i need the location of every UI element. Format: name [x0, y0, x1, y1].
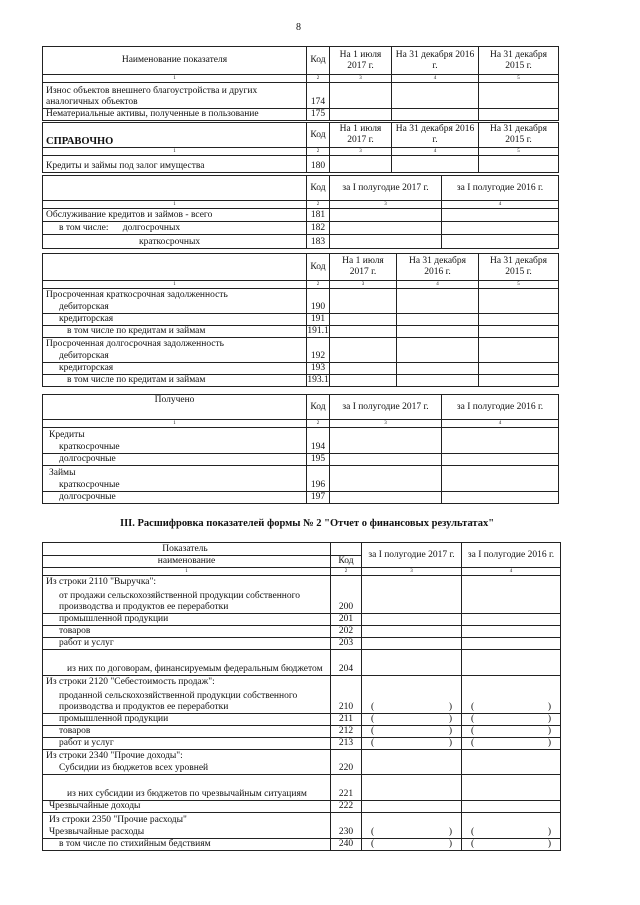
header-col-2: На 31 декабря 2016 г.: [397, 254, 479, 281]
paren-open: (: [471, 827, 475, 837]
value-cell[interactable]: [462, 588, 561, 614]
value-cell[interactable]: [330, 454, 442, 466]
row-code: 201: [331, 614, 362, 626]
value-cell[interactable]: [442, 454, 559, 466]
header-code: Код: [307, 123, 330, 148]
row-code: 193: [307, 363, 330, 375]
table-overdue-debt: [42, 253, 558, 387]
value-cell[interactable]: [330, 83, 392, 109]
paren-close: ): [448, 827, 452, 837]
row-code: 191.1: [307, 326, 329, 336]
col-index: 1: [43, 281, 307, 289]
value-cell[interactable]: [362, 588, 462, 614]
row-code: [307, 338, 330, 350]
col-index: 3: [330, 281, 397, 289]
value-cell[interactable]: [462, 750, 561, 762]
table-row: [43, 650, 561, 676]
table-row: [43, 801, 561, 813]
value-cell[interactable]: [479, 109, 559, 121]
paren-open: (: [471, 714, 475, 724]
row-label: работ и услуг: [43, 738, 331, 750]
row-label: товаров: [43, 726, 331, 738]
row-code: 213: [331, 738, 362, 750]
col-index: 2: [307, 281, 330, 289]
value-cell[interactable]: [479, 338, 559, 350]
col-index: 1: [43, 75, 307, 83]
row-code: 194: [307, 441, 330, 454]
value-cell[interactable]: [397, 301, 479, 314]
table-reference: [42, 122, 558, 173]
value-cell[interactable]: [330, 222, 442, 235]
value-cell[interactable]: [479, 363, 559, 375]
row-code: [331, 813, 362, 826]
header-code: Код: [331, 556, 362, 568]
header-col-1: за I полугодие 2017 г.: [330, 395, 442, 420]
table-loan-service: [42, 175, 558, 249]
paren-close: ): [547, 738, 551, 748]
value-cell[interactable]: [397, 338, 479, 350]
row-code: [331, 576, 362, 588]
row-label: в том числе по стихийным бедствиям: [43, 839, 331, 851]
col-index: 3: [362, 568, 462, 576]
table-row: [43, 750, 561, 762]
header-received: Получено: [43, 395, 307, 420]
row-code: [307, 289, 330, 301]
row-label: Займы: [43, 466, 307, 479]
header-name-empty: [43, 176, 307, 201]
row-label: Износ объектов внешнего благоустройства и других аналогичных объектов: [43, 83, 307, 109]
value-cell[interactable]: [479, 301, 559, 314]
value-cell[interactable]: [330, 338, 397, 350]
paren-open: (: [371, 702, 375, 712]
header-name: наименование: [43, 556, 331, 568]
paren-open: (: [371, 827, 375, 837]
header-col-1: На 1 июля 2017 г.: [330, 254, 397, 281]
row-label: в том числе: долгосрочных: [43, 222, 307, 235]
row-code: 180: [307, 156, 330, 173]
header-col-3: На 31 декабря 2015 г.: [479, 123, 559, 148]
row-code: 190: [307, 301, 330, 314]
paren-open: (: [471, 839, 475, 849]
value-cell[interactable]: [462, 650, 561, 676]
row-label: Обслуживание кредитов и займов - всего: [43, 209, 307, 222]
table-row: [43, 638, 561, 650]
row-code: 195: [307, 454, 330, 466]
value-cell[interactable]: [462, 762, 561, 775]
row-label: Нематериальные активы, полученные в пользование: [43, 109, 307, 121]
paren-close: ): [448, 738, 452, 748]
col-index: 4: [392, 75, 479, 83]
row-label: дебиторская: [43, 301, 307, 314]
row-label: промышленной продукции: [43, 614, 331, 626]
paren-open: (: [371, 738, 375, 748]
table-row: [43, 676, 561, 688]
value-cell[interactable]: [479, 289, 559, 301]
table-received: [42, 394, 558, 504]
header-name: Наименование показателя: [43, 47, 307, 75]
table-row: [43, 441, 559, 454]
table-row: [43, 466, 559, 479]
row-label: кредиторская: [43, 314, 307, 326]
paren-cell[interactable]: [462, 738, 561, 750]
value-cell[interactable]: [462, 626, 561, 638]
value-cell[interactable]: [479, 375, 559, 387]
value-cell[interactable]: [392, 109, 479, 121]
row-code: 196: [307, 479, 330, 492]
paren-cell[interactable]: [462, 726, 561, 738]
value-cell[interactable]: [330, 289, 397, 301]
row-label: долгосрочные: [43, 492, 307, 504]
row-code: [307, 428, 330, 441]
value-cell[interactable]: [330, 375, 397, 387]
header-code: Код: [307, 176, 330, 201]
value-cell[interactable]: [462, 638, 561, 650]
row-code: 220: [331, 762, 362, 775]
table-row: [43, 222, 559, 235]
row-label: Из строки 2350 "Прочие расходы": [43, 813, 331, 826]
row-label: товаров: [43, 626, 331, 638]
paren-open: (: [471, 702, 475, 712]
table-row: [43, 375, 559, 387]
row-label: Просроченная краткосрочная задолженность: [43, 289, 307, 301]
value-cell[interactable]: [442, 235, 559, 249]
value-cell[interactable]: [362, 813, 462, 826]
table-row: [43, 301, 559, 314]
header-code: Код: [307, 254, 330, 281]
header-col-2: за I полугодие 2016 г.: [442, 176, 559, 201]
row-label: в том числе по кредитам и займам: [43, 375, 307, 387]
header-col-1: На 1 июля 2017 г.: [330, 47, 392, 75]
col-index: 2: [307, 148, 330, 156]
value-cell[interactable]: [330, 326, 397, 338]
value-cell[interactable]: [397, 314, 479, 326]
row-code: 182: [307, 222, 330, 235]
col-index: 4: [392, 148, 479, 156]
paren-open: (: [471, 738, 475, 748]
value-cell[interactable]: [397, 326, 479, 338]
row-code: 174: [307, 83, 330, 109]
header-col-3: На 31 декабря 2015 г.: [479, 47, 559, 75]
value-cell[interactable]: [330, 466, 442, 479]
row-label: из них субсидии из бюджетов по чрезвычайным ситуациям: [43, 775, 331, 801]
col-index: 1: [43, 148, 307, 156]
row-code: [331, 750, 362, 762]
table-row: [43, 738, 561, 750]
paren-open: (: [471, 726, 475, 736]
header-col-2: На 31 декабря 2016 г.: [392, 47, 479, 75]
paren-open: (: [371, 714, 375, 724]
table-row: [43, 338, 559, 350]
value-cell[interactable]: [362, 576, 462, 588]
paren-close: ): [448, 714, 452, 724]
value-cell[interactable]: [397, 363, 479, 375]
value-cell[interactable]: [442, 428, 559, 441]
header-col-2: за I полугодие 2016 г.: [462, 543, 561, 568]
value-cell[interactable]: [362, 626, 462, 638]
col-index: 3: [330, 201, 442, 209]
paren-cell[interactable]: [462, 839, 561, 851]
col-index: 1: [43, 420, 307, 428]
row-label: промышленной продукции: [43, 714, 331, 726]
paren-cell[interactable]: [362, 839, 462, 851]
paren-close: ): [448, 702, 452, 712]
value-cell[interactable]: [330, 350, 397, 363]
table-row: [43, 428, 559, 441]
header-col-1: за I полугодие 2017 г.: [362, 543, 462, 568]
value-cell[interactable]: [397, 350, 479, 363]
table-row: [43, 235, 559, 249]
header-col-3: На 31 декабря 2015 г.: [479, 254, 559, 281]
header-col-2: На 31 декабря 2016 г.: [392, 123, 479, 148]
row-label: дебиторская: [43, 350, 307, 363]
paren-cell[interactable]: [362, 826, 462, 839]
value-cell[interactable]: [397, 375, 479, 387]
paren-cell[interactable]: [362, 714, 462, 726]
table-row: [43, 83, 559, 109]
paren-close: ): [448, 726, 452, 736]
paren-close: ): [547, 839, 551, 849]
row-code: [331, 676, 362, 688]
col-index: 2: [307, 75, 330, 83]
value-cell[interactable]: [462, 614, 561, 626]
paren-cell[interactable]: [362, 726, 462, 738]
value-cell[interactable]: [479, 350, 559, 363]
col-index: 3: [330, 148, 392, 156]
col-index: 4: [442, 420, 559, 428]
value-cell[interactable]: [392, 156, 479, 173]
paren-close: ): [448, 839, 452, 849]
row-label: Из строки 2340 "Прочие доходы":: [43, 750, 331, 762]
row-code: 193.1: [307, 375, 329, 385]
paren-cell[interactable]: [462, 826, 561, 839]
row-code: 204: [331, 650, 362, 676]
value-cell[interactable]: [362, 638, 462, 650]
row-label: краткосрочные: [43, 479, 307, 492]
paren-cell[interactable]: [462, 688, 561, 714]
row-label: Кредиты: [43, 428, 307, 441]
row-code: 202: [331, 626, 362, 638]
table-row: [43, 492, 559, 504]
table-row: [43, 813, 561, 826]
col-index: 5: [479, 281, 559, 289]
header-code: Код: [307, 395, 330, 420]
table-row: [43, 614, 561, 626]
col-index: 2: [307, 201, 330, 209]
table-row: [43, 479, 559, 492]
row-label: Чрезвычайные доходы: [43, 801, 331, 813]
table-row: [43, 289, 559, 301]
value-cell[interactable]: [462, 576, 561, 588]
row-code: 212: [331, 726, 362, 738]
paren-close: ): [547, 827, 551, 837]
value-cell[interactable]: [362, 614, 462, 626]
col-index: 4: [397, 281, 479, 289]
col-index: 4: [442, 201, 559, 209]
row-label: Из строки 2110 "Выручка":: [43, 576, 331, 588]
paren-open: (: [371, 726, 375, 736]
value-cell[interactable]: [392, 83, 479, 109]
row-label: проданной сельскохозяйственной продукции собственного производства и продуктов ее переработки: [43, 688, 331, 714]
row-label: краткосрочных: [43, 235, 307, 249]
row-label: из них по договорам, финансируемым федеральным бюджетом: [43, 650, 331, 676]
value-cell[interactable]: [330, 492, 442, 504]
value-cell[interactable]: [462, 676, 561, 688]
value-cell[interactable]: [362, 750, 462, 762]
paren-close: ): [547, 714, 551, 724]
row-code: 183: [307, 235, 330, 249]
row-code: 197: [307, 492, 330, 504]
col-index: 2: [307, 420, 330, 428]
value-cell[interactable]: [479, 83, 559, 109]
col-index: 5: [479, 75, 559, 83]
table-row: [43, 454, 559, 466]
row-code: 181: [307, 209, 330, 222]
section-title-reference: СПРАВОЧНО: [43, 123, 307, 148]
header-code: Код: [307, 47, 330, 75]
paren-open: (: [371, 839, 375, 849]
page-number: 8: [296, 22, 301, 33]
value-cell[interactable]: [462, 813, 561, 826]
paren-close: ): [547, 702, 551, 712]
row-code: 203: [331, 638, 362, 650]
paren-cell[interactable]: [462, 714, 561, 726]
row-label: долгосрочные: [43, 454, 307, 466]
row-label: Чрезвычайные расходы: [43, 826, 331, 839]
table-row: [43, 762, 561, 775]
header-code-empty: [331, 543, 362, 556]
header-col-1: за I полугодие 2017 г.: [330, 176, 442, 201]
value-cell[interactable]: [330, 301, 397, 314]
value-cell[interactable]: [362, 775, 462, 801]
value-cell[interactable]: [442, 466, 559, 479]
table-row: [43, 775, 561, 801]
row-code: 221: [331, 775, 362, 801]
table-row: [43, 826, 561, 839]
value-cell[interactable]: [330, 428, 442, 441]
value-cell[interactable]: [462, 801, 561, 813]
header-name-empty: [43, 254, 307, 281]
header-col-1: На 1 июля 2017 г.: [330, 123, 392, 148]
table-row: [43, 714, 561, 726]
value-cell[interactable]: [330, 156, 392, 173]
table-row: [43, 363, 559, 375]
row-code: 210: [331, 688, 362, 714]
value-cell[interactable]: [330, 209, 442, 222]
row-code: 222: [331, 801, 362, 813]
row-label: кредиторская: [43, 363, 307, 375]
table-row: [43, 688, 561, 714]
row-label: Кредиты и займы под залог имущества: [43, 156, 307, 173]
value-cell[interactable]: [442, 479, 559, 492]
col-index: 3: [330, 420, 442, 428]
table-financial-results: [42, 542, 560, 851]
col-index: 4: [462, 568, 561, 576]
table-row: [43, 109, 559, 121]
value-cell[interactable]: [479, 314, 559, 326]
row-code: [307, 466, 330, 479]
row-code: 200: [331, 588, 362, 614]
table-row: [43, 726, 561, 738]
section-3-title: III. Расшифровка показателей формы № 2 "Отчет о финансовых результатах": [120, 518, 495, 529]
row-code: 175: [307, 109, 330, 121]
paren-cell[interactable]: [362, 688, 462, 714]
row-label: в том числе по кредитам и займам: [43, 326, 307, 338]
col-index: 3: [330, 75, 392, 83]
value-cell[interactable]: [479, 156, 559, 173]
paren-close: ): [547, 726, 551, 736]
header-col-2: за I полугодие 2016 г.: [442, 395, 559, 420]
row-code: 191: [307, 314, 330, 326]
value-cell[interactable]: [479, 326, 559, 338]
table-row: [43, 839, 561, 851]
table-row: [43, 588, 561, 614]
row-label: Просроченная долгосрочная задолженность: [43, 338, 307, 350]
value-cell[interactable]: [362, 650, 462, 676]
row-label: Из строки 2120 "Себестоимость продаж":: [43, 676, 331, 688]
value-cell[interactable]: [442, 441, 559, 454]
row-label: краткосрочные: [43, 441, 307, 454]
table-row: [43, 209, 559, 222]
row-code: 230: [331, 826, 362, 839]
value-cell[interactable]: [330, 441, 442, 454]
col-index: 1: [43, 201, 307, 209]
row-code: 240: [331, 839, 362, 851]
value-cell[interactable]: [330, 314, 397, 326]
col-index: 1: [43, 568, 331, 576]
value-cell[interactable]: [330, 363, 397, 375]
value-cell[interactable]: [462, 775, 561, 801]
table-row: [43, 576, 561, 588]
value-cell[interactable]: [442, 492, 559, 504]
paren-cell[interactable]: [362, 738, 462, 750]
row-label: от продажи сельскохозяйственной продукции собственного производства и продуктов ее переработки: [43, 588, 331, 614]
value-cell[interactable]: [362, 676, 462, 688]
value-cell[interactable]: [330, 235, 442, 249]
value-cell[interactable]: [397, 289, 479, 301]
value-cell[interactable]: [442, 222, 559, 235]
row-label: Субсидии из бюджетов всех уровней: [43, 762, 331, 775]
row-label: работ и услуг: [43, 638, 331, 650]
value-cell[interactable]: [362, 801, 462, 813]
header-indicator: Показатель: [43, 543, 331, 556]
row-code: 192: [307, 350, 330, 363]
value-cell[interactable]: [442, 209, 559, 222]
table-row: [43, 314, 559, 326]
value-cell[interactable]: [362, 762, 462, 775]
table-row: [43, 626, 561, 638]
table-row: [43, 326, 559, 338]
table-row: [43, 350, 559, 363]
value-cell[interactable]: [330, 479, 442, 492]
col-index: 5: [479, 148, 559, 156]
table-row: [43, 156, 559, 173]
table-assets: [42, 46, 558, 121]
col-index: 2: [331, 568, 362, 576]
row-code: 211: [331, 714, 362, 726]
value-cell[interactable]: [330, 109, 392, 121]
